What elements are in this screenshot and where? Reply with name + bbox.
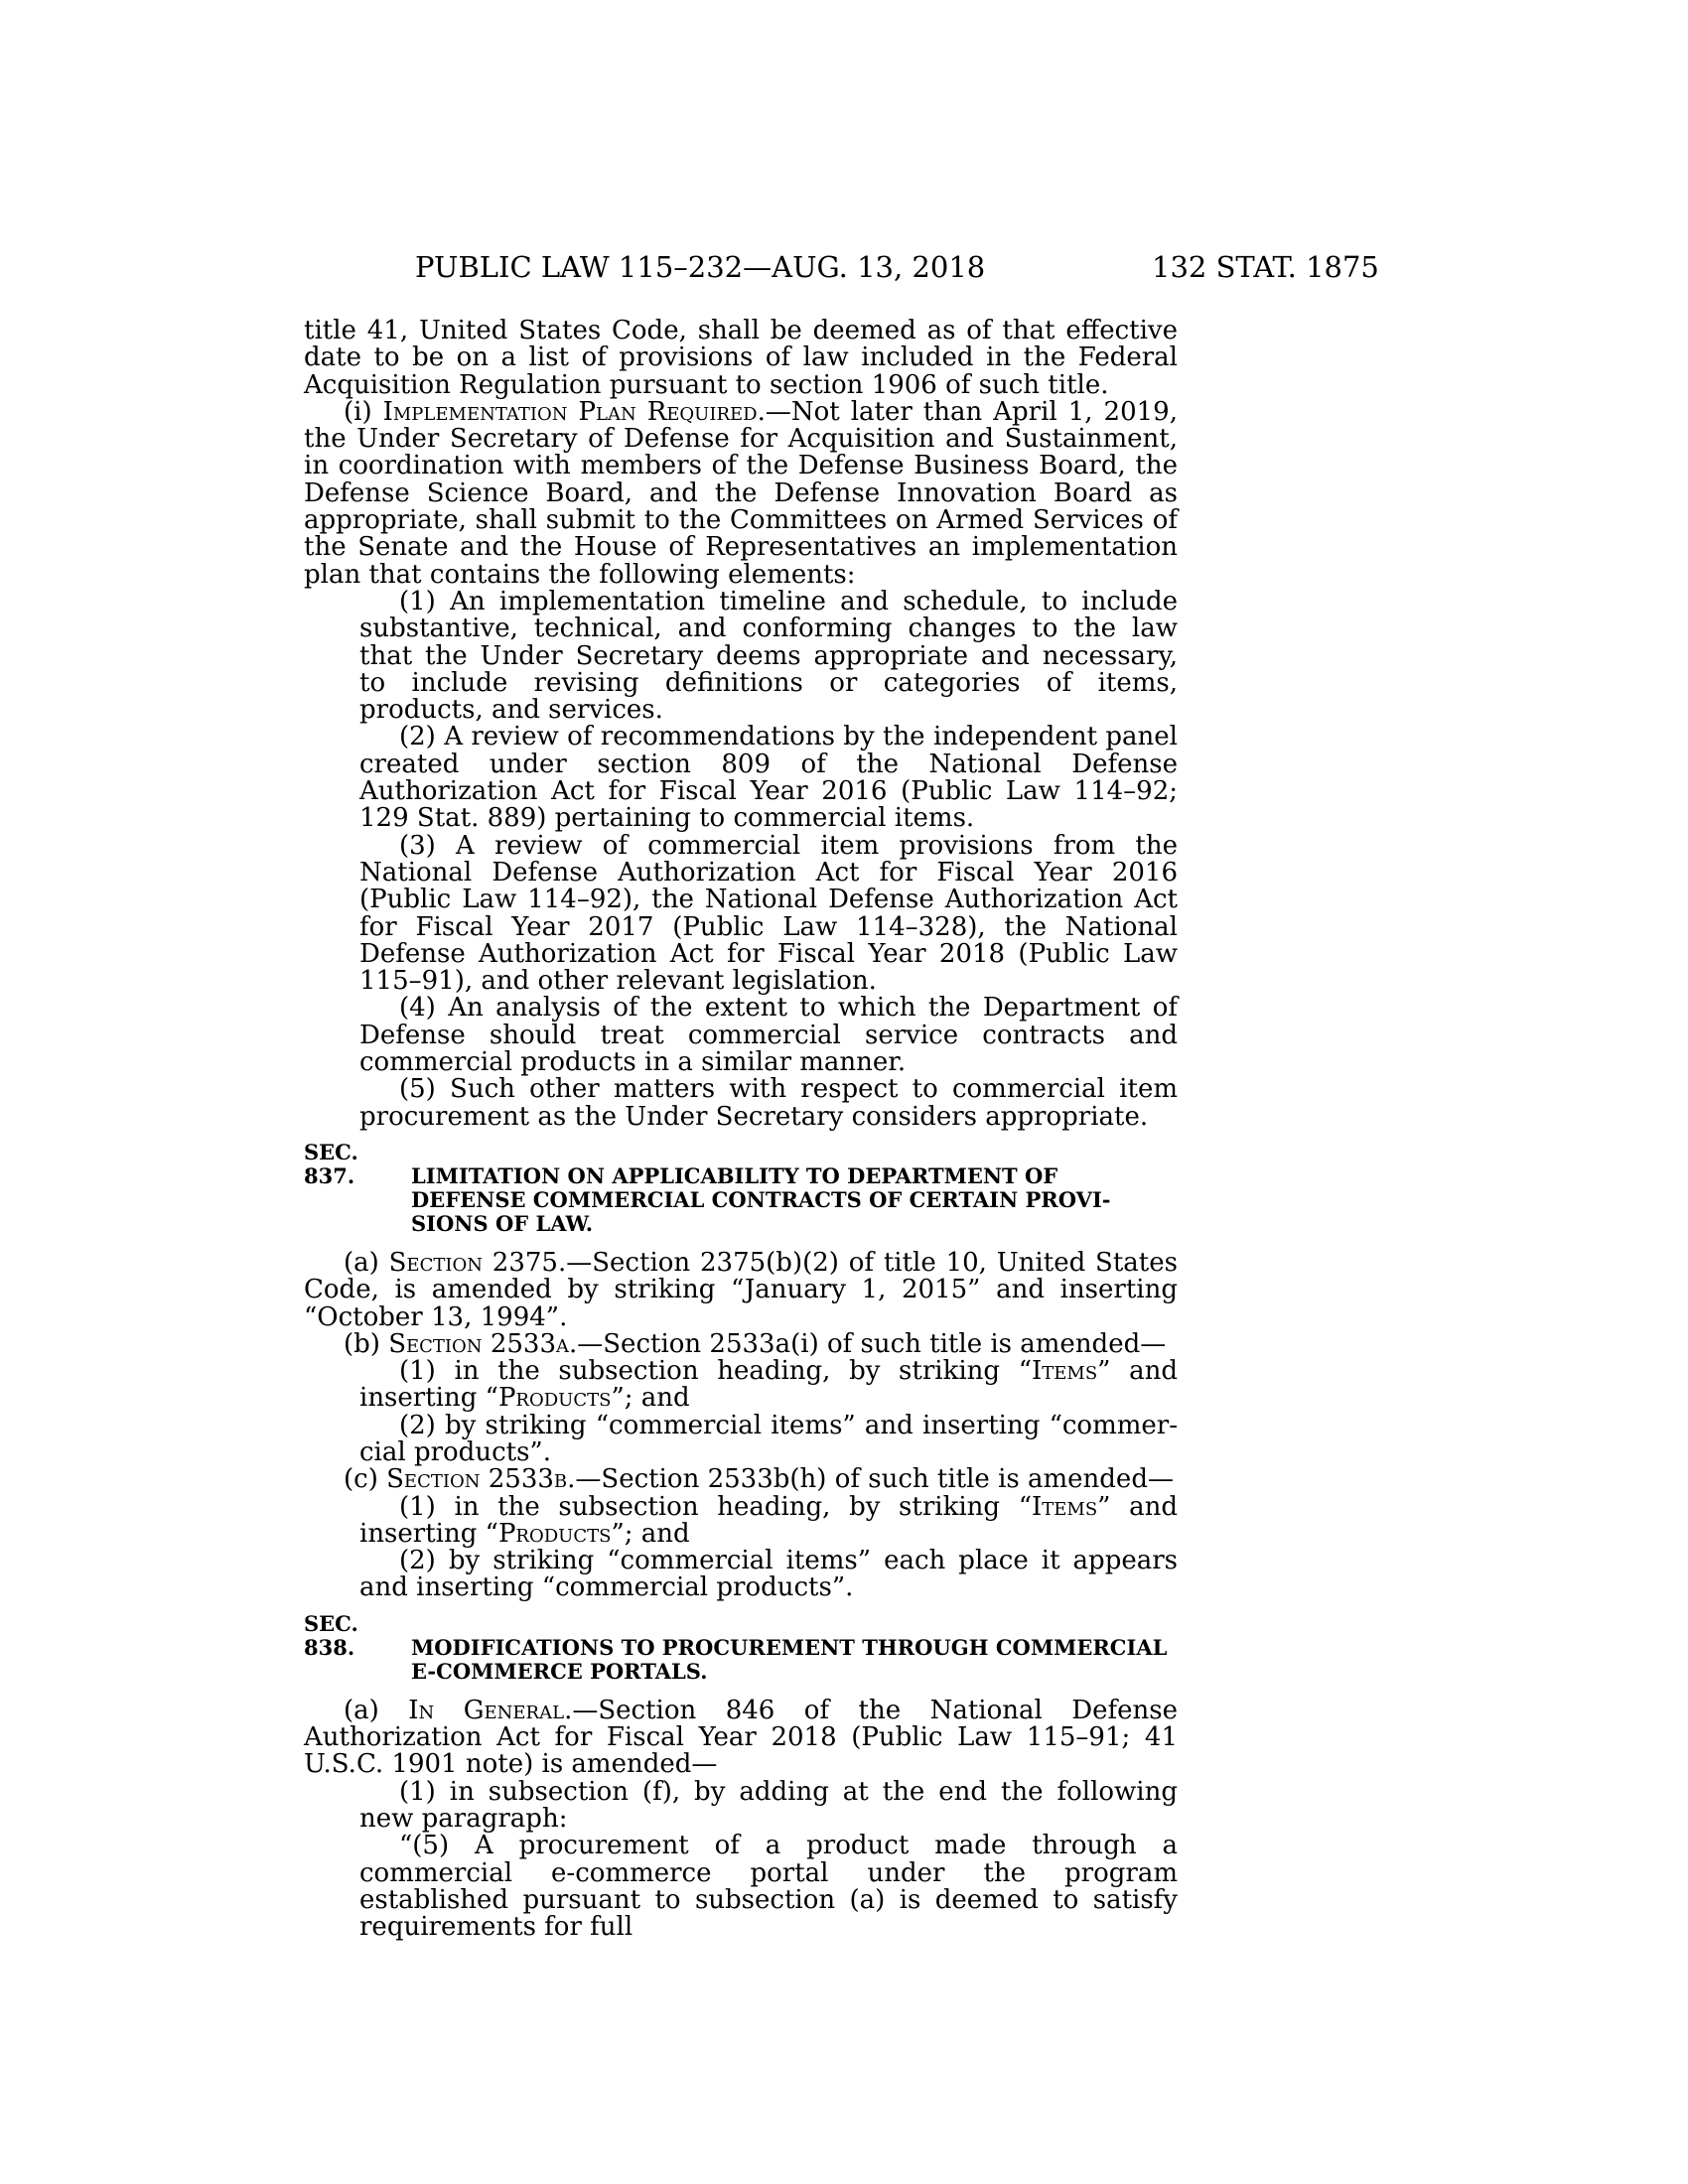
subsection-i-text: .—Not later than April 1, 2019, the Under Secretary of Defense for Acquisition and Sustainment, in coordination with members of the Defense Business Board, the Defense Science Board, and the Defense Innovation Board as appropriate, shall submit to the Committees on Armed Services of the Senate and the House of Representatives an implementation plan that contains the following elements: [304, 396, 1178, 590]
subsection-838-a-text: .—Section 846 of the National Defense Authorization Act for Fiscal Year 2018 (Public Law 115–91; 41 U.S.C. 1901 note) is amended— [304, 1695, 1178, 1780]
paragraph-837-c-2: (2) by striking “commercial items” each place it appears and inserting “commercial products”. [359, 1546, 1178, 1603]
subsection-837-c [304, 1466, 1178, 1493]
subsection-837-b-text: .—Section 2533a(i) of such title is amended— [568, 1328, 1167, 1359]
subsection-i [304, 396, 1178, 590]
subsection-837-b-label: (b) [344, 1328, 389, 1359]
quoted-paragraph-5: “(5) A procurement of a product made through a commercial e-commerce portal under the program established pursuant to subsection (a) is deemed to satisfy requirements for full [359, 1831, 1178, 1943]
paragraph-838-a-1: (1) in subsection (f), by adding at the end the following new paragraph: [359, 1776, 1178, 1834]
subsection-837-a-text: .—Section 2375(b)(2) of title 10, United States Code, is amended by striking “January 1, 2015” and inserting “October 13, 1994”. [304, 1247, 1178, 1332]
text-run: ” and inserting “ [359, 1491, 1178, 1549]
subsection-838-a [304, 1695, 1178, 1780]
subsection-i-heading: Implementation Plan Required [382, 396, 758, 427]
subsection-838-a-label: (a) [344, 1695, 409, 1725]
paragraph-4: (4) An analysis of the extent to which the Department of Defense should treat commercial service contracts and commercial products in a similar manner. [359, 993, 1178, 1078]
section-837-number: SEC. 837. [304, 1139, 358, 1188]
running-head-law: PUBLIC LAW 115–232—AUG. 13, 2018 [415, 250, 986, 284]
subsection-837-b [304, 1328, 1178, 1359]
text-run: ” and inserting “ [359, 1356, 1178, 1414]
text-column [304, 318, 1178, 1941]
text-run: (1) in the subsection heading, by striking “ [399, 1356, 1032, 1387]
text-run: ”; and [611, 1518, 690, 1549]
text-run: ”; and [611, 1383, 690, 1414]
section-838-number: SEC. 838. [304, 1610, 358, 1660]
text-run-products: Products [497, 1383, 612, 1414]
subsection-837-a-label: (a) [344, 1247, 389, 1278]
subsection-837-a [304, 1247, 1178, 1332]
text-run-items: Items [1031, 1356, 1098, 1387]
subsection-i-label: (i) [344, 396, 383, 427]
paragraph-2: (2) A review of recommendations by the independent panel created under section 809 of the National Defense Authorization Act for Fiscal Year 2016 (Public Law 114–92; 129 Stat. 889) pertaining to commercial items. [359, 722, 1178, 834]
section-838-title: MODIFICATIONS TO PROCUREMENT THROUGH COMMERCIAL E-COMMERCE PORTALS. [411, 1634, 1168, 1684]
paragraph-continuation: title 41, United States Code, shall be deemed as of that effective date to be on a list of provisions of law included in the Federal Acquisition Regulation pursuant to section 1906 of such title. [304, 316, 1178, 400]
paragraph-3: (3) A review of commercial item provisions from the National Defense Authorization Act for Fiscal Year 2016 (Public Law 114–92), the National Defense Authorization Act for Fiscal Year 2017 (Public Law 114–328), the National Defense Authorization Act for Fiscal Year 2018 (Public Law 115–91), and other relevant legislation. [359, 830, 1178, 997]
section-838-heading [304, 1612, 1178, 1684]
subsection-837-c-heading: Section 2533b [386, 1464, 568, 1495]
subsection-837-c-label: (c) [344, 1464, 387, 1495]
paragraph-5: (5) Such other matters with respect to commercial item procurement as the Under Secretary considers appropriate. [359, 1074, 1178, 1132]
text-run: (1) in the subsection heading, by striking “ [399, 1491, 1032, 1522]
subsection-837-a-heading: Section 2375 [388, 1247, 558, 1278]
paragraph-837-c-1 [304, 1491, 1178, 1549]
section-837-title: LIMITATION ON APPLICABILITY TO DEPARTMENT OF DEFENSE COMMERCIAL CONTRACTS OF CERTAIN PROVI-SIONS OF LAW. [411, 1162, 1111, 1236]
subsection-837-b-heading: Section 2533a [388, 1328, 569, 1359]
subsection-838-a-heading: In General [408, 1695, 565, 1725]
text-run-items: Items [1031, 1491, 1098, 1522]
text-run-products: Products [497, 1518, 612, 1549]
section-837-heading [304, 1141, 1178, 1236]
paragraph-837-b-1 [304, 1358, 1178, 1413]
subsection-837-c-text: .—Section 2533b(h) of such title is amended— [567, 1464, 1174, 1495]
page-header [0, 250, 1688, 290]
page-number-stat: 132 STAT. 1875 [1152, 250, 1379, 284]
paragraph-1: (1) An implementation timeline and schedule, to include substantive, technical, and conforming changes to the law that the Under Secretary deems appropriate and necessary, to include revising definitions or categories of items, products, and services. [359, 586, 1178, 726]
paragraph-837-b-2: (2) by striking “commercial items” and inserting “commer-cial products”. [359, 1410, 1178, 1467]
